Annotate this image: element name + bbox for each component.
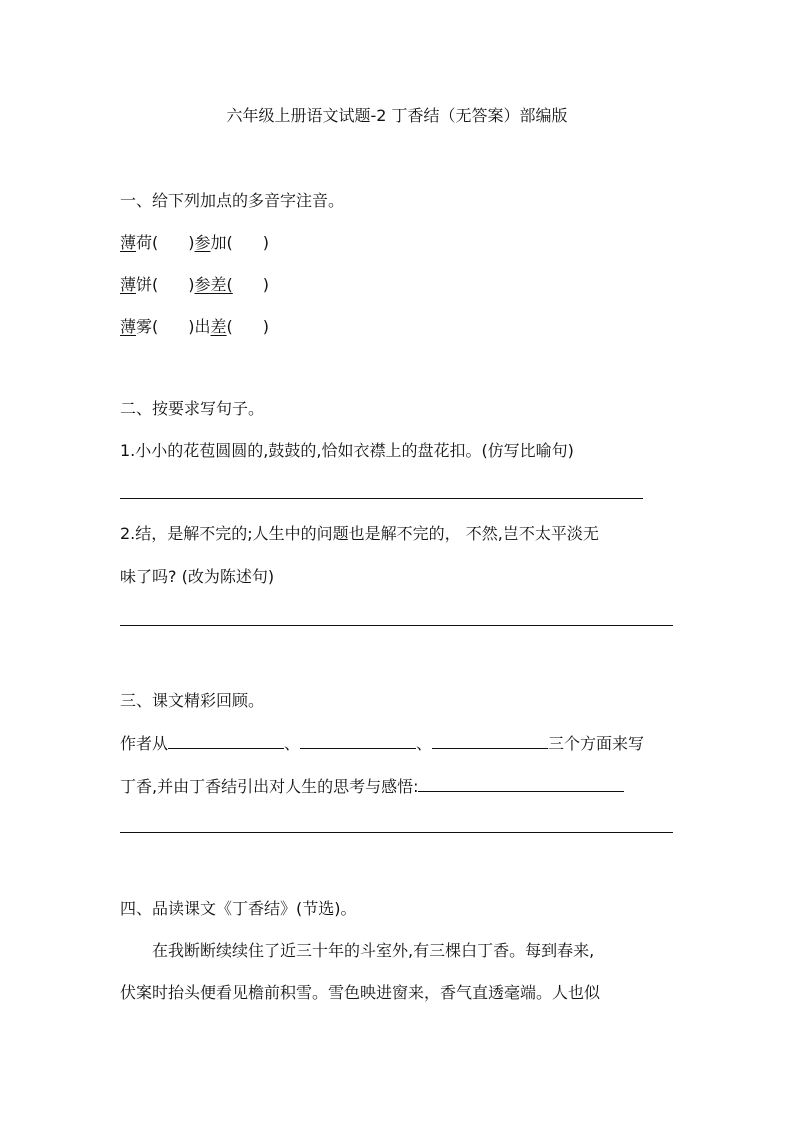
section4-heading: 四、品读课文《丁香结》(节选)。 — [120, 899, 357, 918]
answer-line[interactable] — [120, 498, 643, 499]
fill-blank-4[interactable] — [418, 775, 624, 792]
pinyin-row-2: 薄饼( )参差( ) — [120, 275, 270, 294]
answer-line[interactable] — [120, 832, 673, 833]
review-line-2: 丁香,并由丁香结引出对人生的思考与感悟: — [120, 775, 624, 798]
pinyin-row-3: 薄雾( )出差( ) — [120, 317, 270, 336]
page-title: 六年级上册语文试题-2 丁香结（无答案）部编版 — [226, 106, 568, 125]
pinyin-row-1: 薄荷( )参加( ) — [120, 233, 270, 252]
question-2-1: 1.小小的花苞圆圆的,鼓鼓的,恰如衣襟上的盘花扣。(仿写比喻句) — [120, 441, 574, 460]
fill-blank-3[interactable] — [432, 732, 548, 749]
dotted-char: 薄 — [120, 317, 137, 336]
question-2-2-line1: 2.结，是解不完的;人生中的问题也是解不完的， 不然,岂不太平淡无 — [120, 524, 599, 543]
passage-line-1: 在我断断续续住了近三十年的斗室外,有三棵白丁香。每到春来, — [152, 941, 595, 960]
section2-heading: 二、按要求写句子。 — [120, 399, 265, 418]
dotted-char: 参 — [194, 233, 211, 252]
review-line-1: 作者从 、 、 三个方面来写 — [120, 734, 645, 753]
section3-heading: 三、课文精彩回顾。 — [120, 691, 265, 710]
dotted-char: 差 — [210, 317, 227, 336]
answer-line[interactable] — [120, 625, 673, 626]
fill-blank-2[interactable] — [300, 732, 416, 749]
section1-heading: 一、给下列加点的多音字注音。 — [120, 191, 345, 210]
dotted-char: 薄 — [120, 233, 137, 252]
fill-blank-1[interactable] — [168, 732, 284, 749]
passage-line-2: 伏案时抬头便看见檐前积雪。雪色映进窗来，香气直透毫端。人也似 — [120, 983, 601, 1002]
dotted-char: 薄 — [120, 275, 137, 294]
dotted-char: 参 — [194, 275, 211, 294]
question-2-2-line2: 味了吗? (改为陈述句) — [120, 567, 275, 586]
